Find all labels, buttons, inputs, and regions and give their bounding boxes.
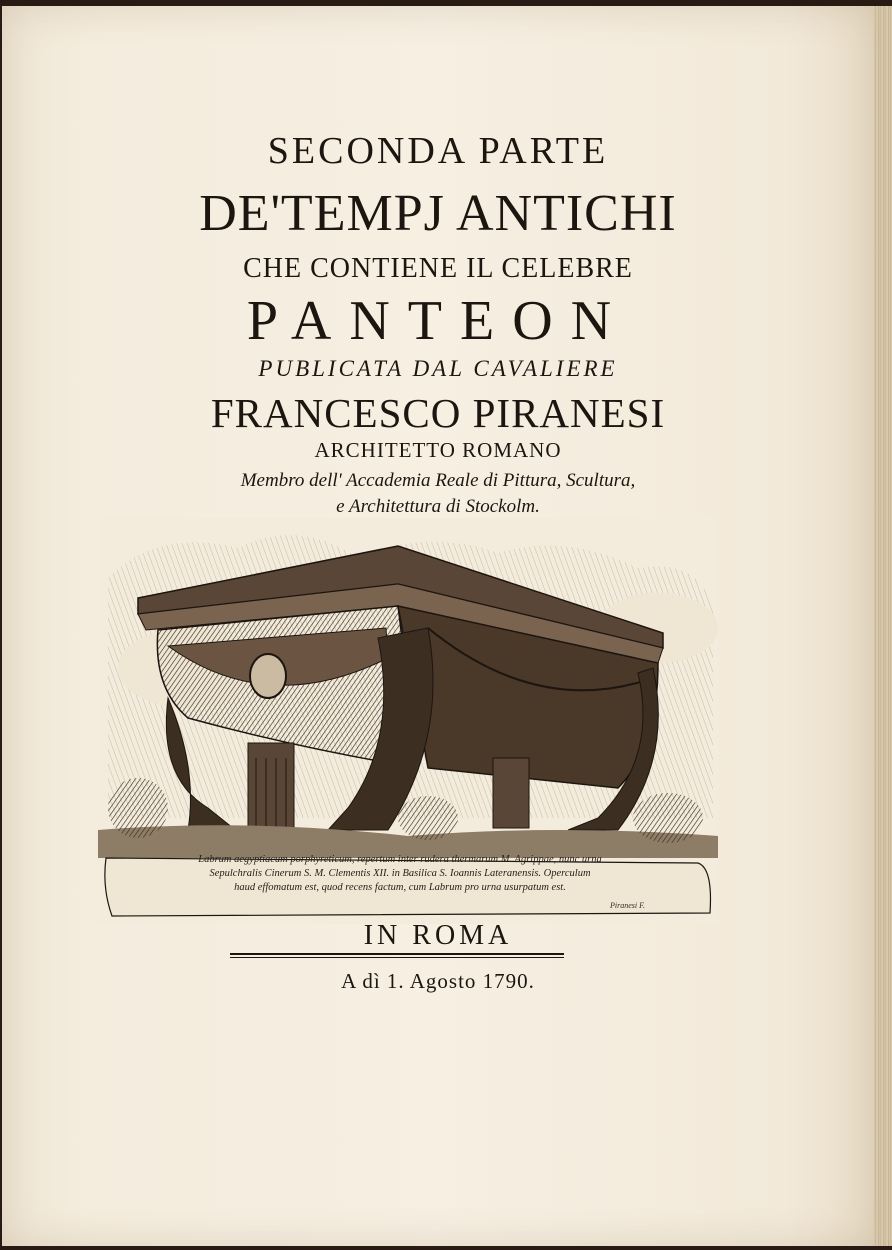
- title-line-che-contiene: CHE CONTIENE IL CELEBRE: [243, 253, 633, 284]
- imprint-place: IN ROMA: [363, 920, 513, 951]
- book-page: [2, 6, 874, 1246]
- author-membership-line2: e Architettura di Stockolm.: [336, 496, 540, 517]
- caption-line: haud effomatum est, quod recens factum, cum Labrum pro urna usurpatum est.: [234, 882, 566, 893]
- engraver-signature: Piranesi F.: [610, 901, 645, 910]
- author-name: FRANCESCO PIRANESI: [210, 390, 666, 436]
- title-line-seconda-parte: SECONDA PARTE: [267, 130, 609, 172]
- caption-line: Labrum aegyptiacum porphyreticum, repertum inter rudera thermarum M. Agrippae, nunc urna: [198, 854, 602, 865]
- title-line-panteon: PANTEON: [246, 290, 630, 352]
- author-membership-line1: Membro dell' Accademia Reale di Pittura, Scultura,: [240, 470, 636, 491]
- double-rule-bottom: [230, 957, 564, 958]
- author-title: ARCHITETTO ROMANO: [314, 438, 562, 462]
- caption-line: Sepulchralis Cinerum S. M. Clementis XII. in Basilica S. Ioannis Lateranensis. Operculum: [209, 868, 591, 879]
- page-edges: [874, 6, 892, 1246]
- title-line-tempj-antichi: DE'TEMPJ ANTICHI: [199, 185, 677, 242]
- imprint-date: A dì 1. Agosto 1790.: [341, 969, 535, 993]
- double-rule-top: [230, 953, 564, 955]
- engraving-plate: [98, 518, 718, 924]
- plate-caption: [130, 853, 670, 895]
- title-line-publicata: PUBLICATA DAL CAVALIERE: [258, 356, 618, 381]
